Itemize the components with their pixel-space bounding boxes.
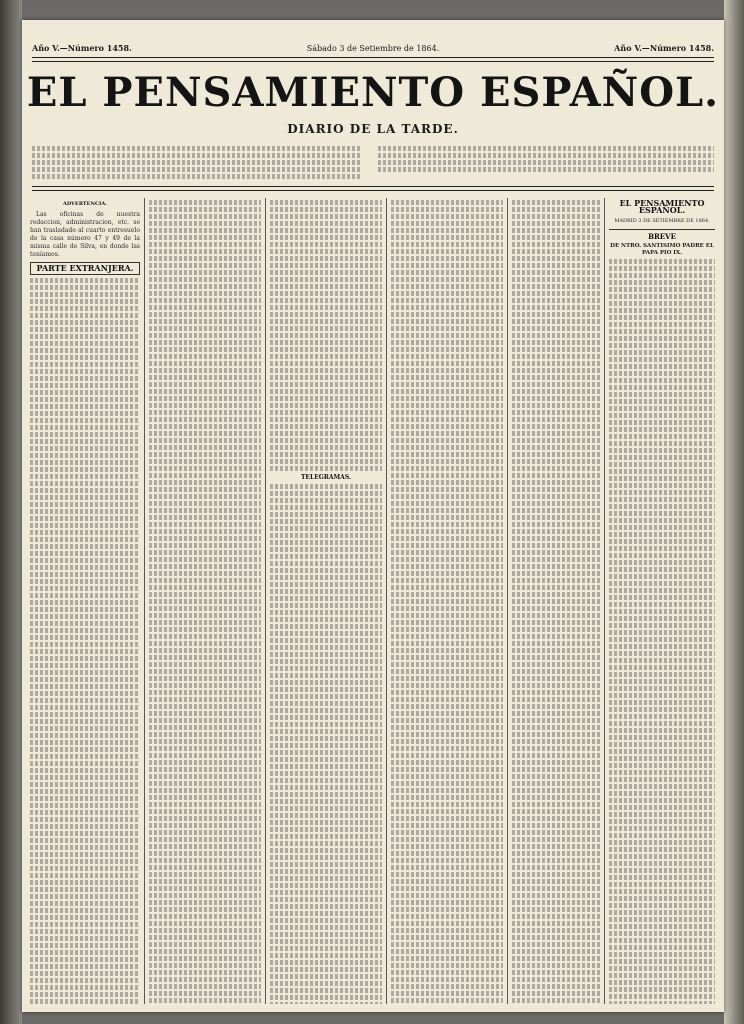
column-6 [609, 198, 715, 1004]
subscription-info-right [378, 144, 714, 184]
top-rule [32, 57, 714, 58]
column-4 [391, 198, 503, 1004]
header-bottom-rule-2 [32, 190, 714, 191]
column-divider [386, 198, 387, 1004]
column-3 [270, 198, 382, 1004]
issue-number-left: Año V.—Número 1458. [32, 43, 132, 53]
section-heading-foreign: PARTE EXTRANJERA. [30, 262, 140, 275]
column-divider [604, 198, 605, 1004]
column-1-body [30, 278, 140, 1004]
subscription-info-left [32, 144, 362, 184]
top-rule-2 [32, 61, 714, 62]
column-divider [265, 198, 266, 1004]
telegrams-heading: TELEGRAMAS. [300, 474, 352, 481]
advert-text: Las oficinas de nuestra redaccion, administracion, etc. se han trasladado al cuarto entresuelo de la casa número 47 y 49 de la misma calle de Silva, en donde las teníamos. [30, 211, 140, 259]
column-5 [512, 198, 600, 1004]
book-gutter-right [724, 0, 744, 1024]
sidebar-paper-title: EL PENSAMIENTO ESPAÑOL. [619, 198, 705, 216]
column-2 [149, 198, 261, 1004]
column-1 [30, 198, 140, 1004]
book-gutter-left [0, 0, 22, 1024]
column-divider [507, 198, 508, 1004]
masthead-subtitle: DIARIO DE LA TARDE. [287, 122, 459, 136]
newspaper-page [22, 20, 724, 1012]
sidebar-breve: BREVE [648, 231, 676, 241]
column-divider [144, 198, 145, 1004]
issue-line [32, 42, 714, 54]
header-bottom-rule [32, 186, 714, 187]
advert-title: ADVERTENCIA. [63, 201, 107, 207]
sidebar-pope-title: DE NTRO. SANTISIMO PADRE EL PAPA PIO IX. [610, 242, 714, 257]
issue-number-right: Año V.—Número 1458. [614, 43, 714, 53]
sidebar-date: MADRID 3 DE SETIEMBRE DE 1864. [614, 218, 710, 225]
issue-date: Sábado 3 de Setiembre de 1864. [306, 43, 440, 53]
masthead-title: EL PENSAMIENTO ESPAÑOL. [26, 69, 720, 116]
